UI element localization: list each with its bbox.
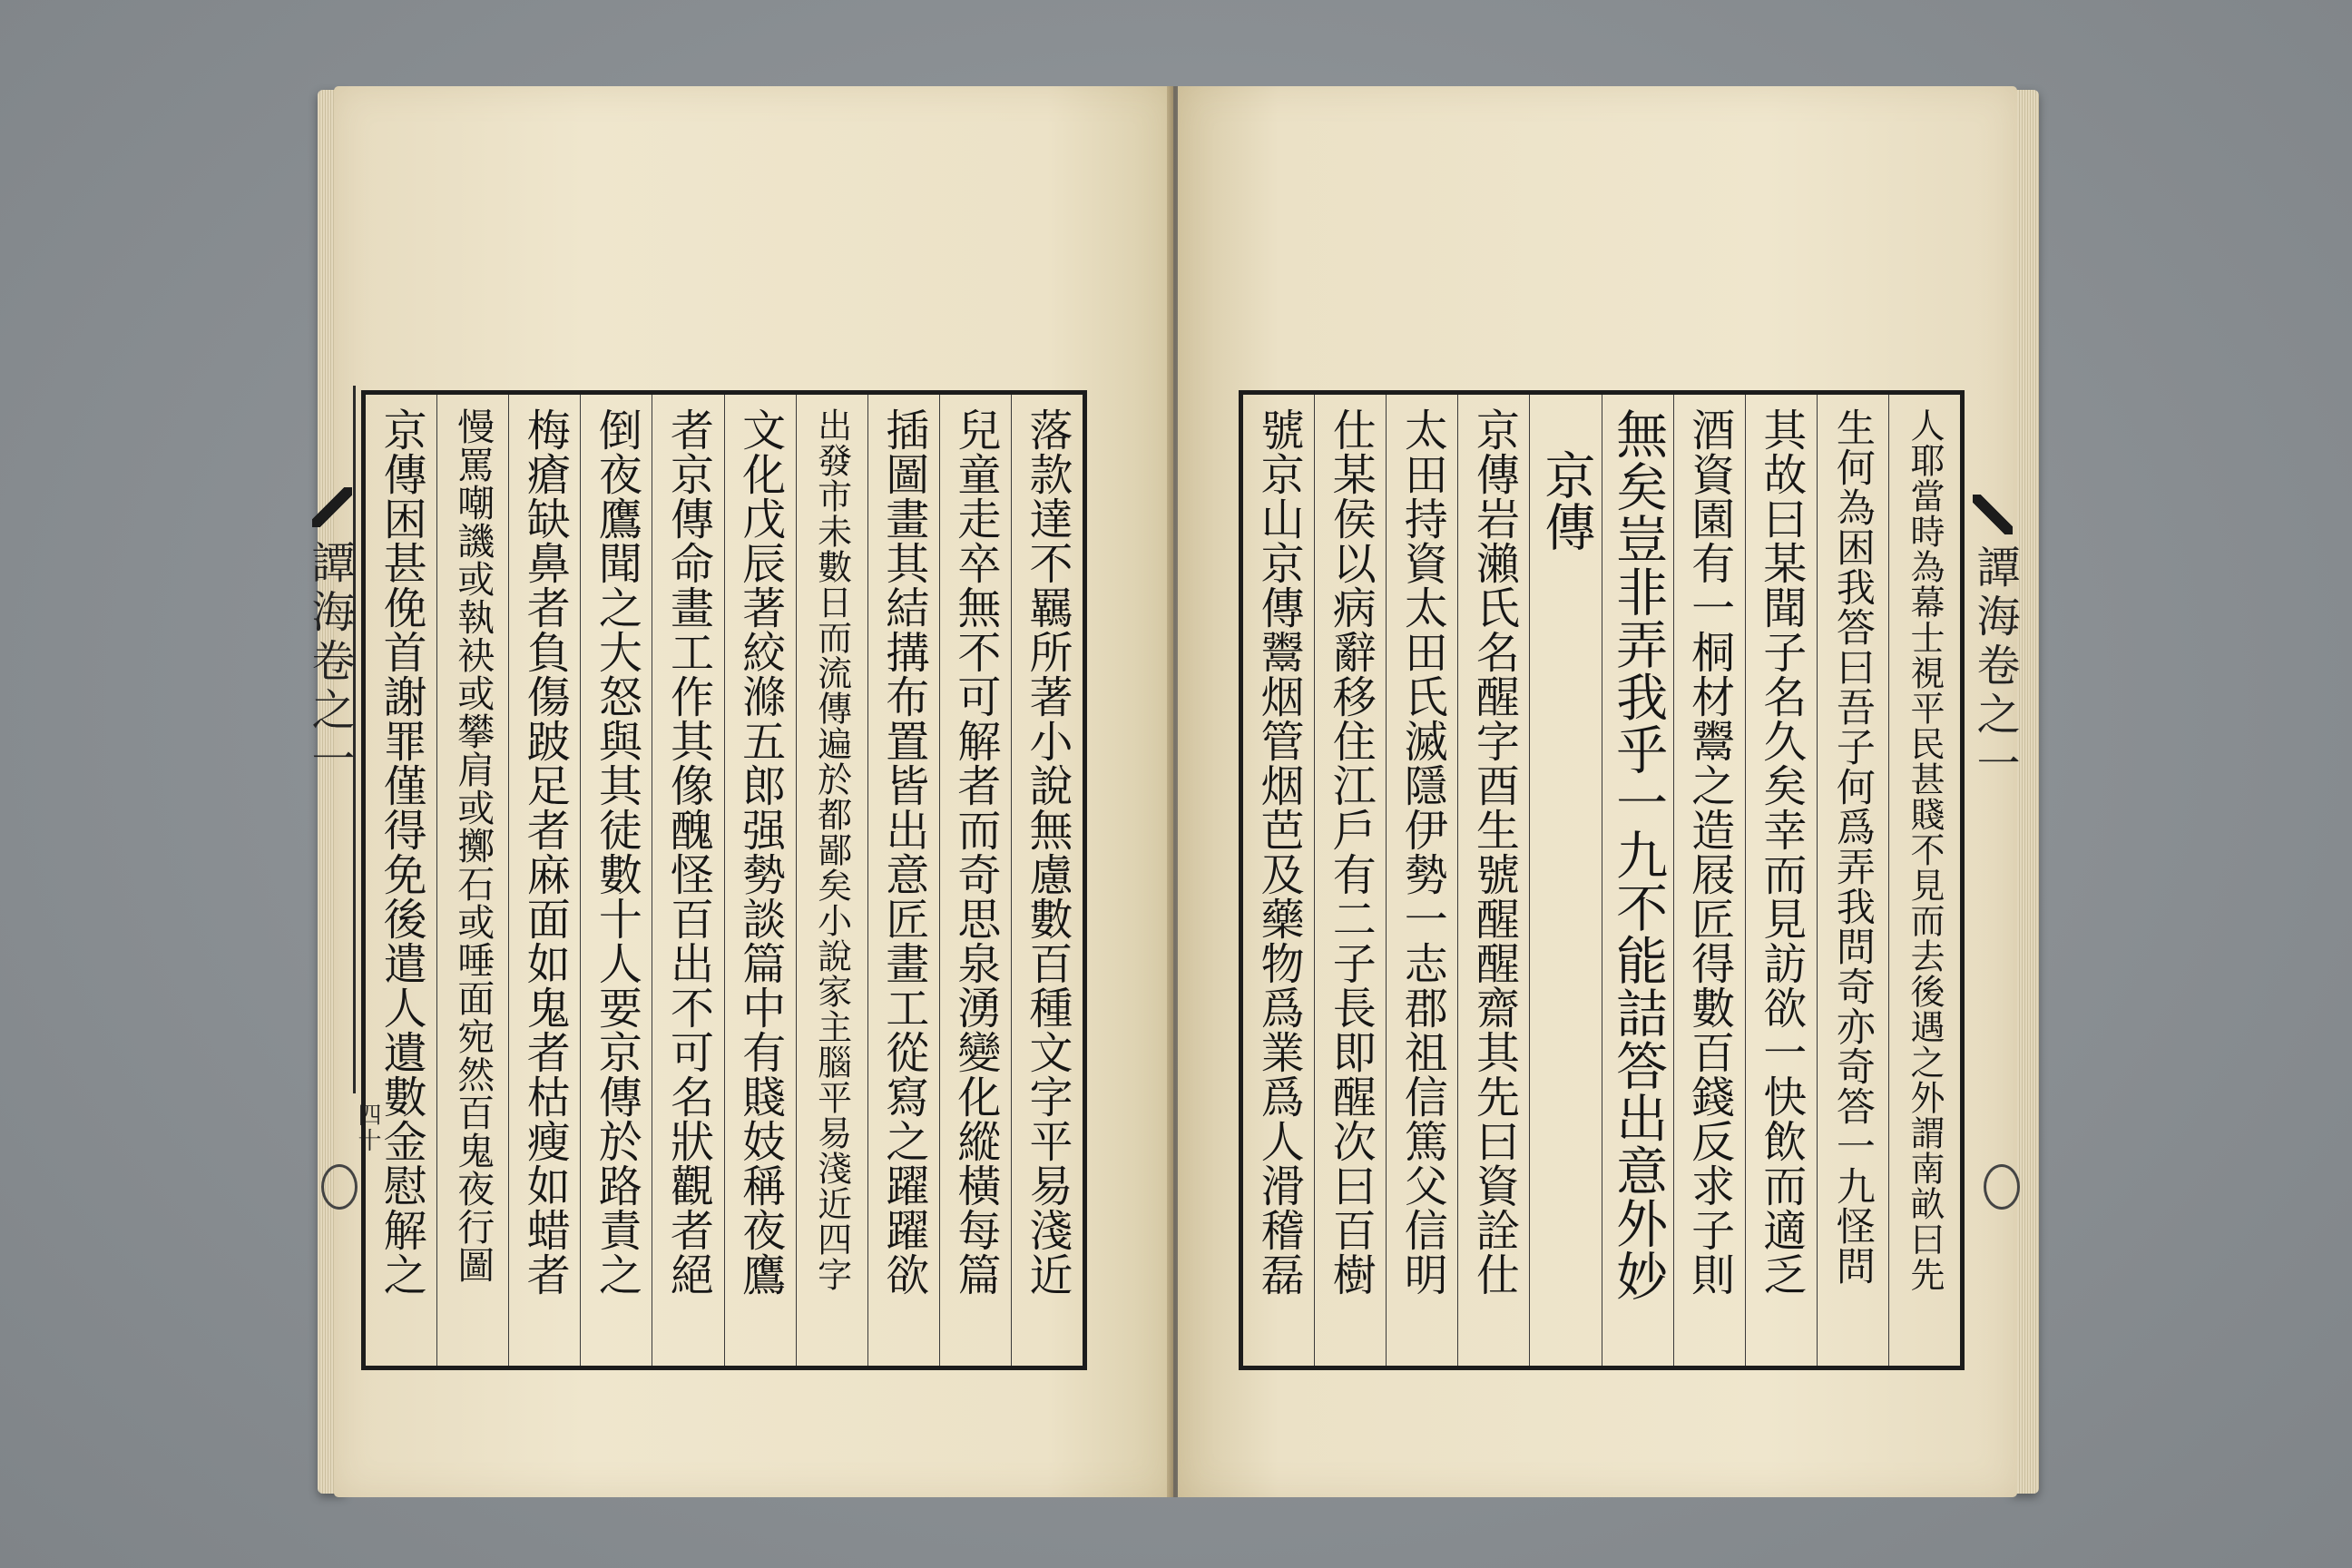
text-column: [867, 395, 939, 1366]
column-text: 插圖畫其結搆布置皆出意匠畫工從寫之躍躍欲: [877, 407, 929, 1297]
text-column: [1011, 395, 1083, 1366]
text-column: [1457, 395, 1529, 1366]
fishtail-mark-icon: [312, 487, 352, 527]
text-column: [1888, 395, 1960, 1366]
text-column: [939, 395, 1011, 1366]
column-text: 落款達不羈所著小說無慮數百種文字平易淺近: [1021, 407, 1073, 1297]
column-text: 京傳困甚俛首謝罪僅得免後遣人遺數金慰解之: [376, 407, 427, 1297]
text-column: [796, 395, 867, 1366]
folio-number: 四十: [354, 1102, 381, 1153]
column-text: 兒童走卒無不可解者而奇思泉湧變化縱橫每篇: [949, 407, 1001, 1297]
text-column: [508, 395, 580, 1366]
fishtail-mark-icon: [1973, 495, 2013, 534]
section-heading: 京傳: [1536, 449, 1596, 553]
column-text: 梅瘡缺鼻者負傷跛足者麻面如鬼者枯瘦如蜡者: [519, 407, 571, 1297]
column-text: 者京傳命畫工作其像醜怪百出不可名狀觀者絕: [662, 407, 714, 1297]
left-page-margin-title: [304, 386, 356, 1093]
text-column: [1673, 395, 1745, 1366]
text-column: [724, 395, 796, 1366]
text-column: [1243, 395, 1314, 1366]
right-text-frame: [1239, 390, 1965, 1370]
column-text: 無矣豈非弄我乎一九不能詰答出意外妙: [1607, 407, 1668, 1302]
column-text: 號京山京傳鬻烟管烟芭及藥物爲業爲人滑稽磊: [1253, 407, 1305, 1297]
column-text: 倒夜鷹聞之大怒與其徒數十人要京傳於路責之: [591, 407, 642, 1297]
left-page: [304, 86, 1173, 1497]
text-column: [1386, 395, 1457, 1366]
column-text: 文化戊辰著絞滌五郎强勢談篇中有賤妓稱夜鷹: [734, 407, 786, 1297]
column-text: 其故曰某聞子名久矣幸而見訪欲一快飲而適乏: [1755, 407, 1807, 1297]
text-column: [1602, 395, 1673, 1366]
text-column: [436, 395, 508, 1366]
text-column: [366, 395, 436, 1366]
text-column: [1314, 395, 1386, 1366]
right-page-margin-title: [1971, 386, 2018, 1093]
open-book: [304, 86, 2033, 1497]
column-text: 仕某侯以病辭移住江戶有二子長即醒次曰百樹: [1325, 407, 1377, 1297]
text-column: [1745, 395, 1817, 1366]
column-text: 出發市未數日而流傳遍於都鄙矣小說家主腦平易淺近四字: [811, 407, 852, 1292]
text-column: [580, 395, 652, 1366]
margin-book-title: 譚海: [304, 540, 355, 638]
text-column: [1817, 395, 1888, 1366]
left-text-frame: [361, 390, 1087, 1370]
margin-bracket-mark-icon: [321, 1164, 358, 1210]
column-text: 京傳岩瀨氏名醒字酉生號醒醒齋其先曰資詮仕: [1468, 407, 1520, 1297]
column-text: 人耶當時為幕士視平民甚賤不見而去後遇之外謂南畝曰先: [1904, 407, 1945, 1292]
margin-volume-label: 卷之一: [304, 638, 355, 785]
section-heading-column: [1529, 395, 1601, 1366]
text-column: [652, 395, 723, 1366]
margin-volume-label: 卷之一: [1969, 642, 2020, 789]
column-text: 太田持資太田氏滅隱伊勢一志郡祖信篤父信明: [1396, 407, 1448, 1297]
margin-bracket-mark-icon: [1984, 1164, 2020, 1210]
margin-book-title: 譚海: [1969, 544, 2020, 642]
column-text: 生何為困我答曰吾子何爲弄我問奇亦奇答一九怪問: [1829, 407, 1876, 1286]
column-text: 慢罵嘲譏或執袂或攀肩或擲石或唾面宛然百鬼夜行圖: [451, 407, 495, 1284]
column-text: 酒資園有一桐材鬻之造屐匠得數百錢反求子則: [1683, 407, 1735, 1297]
